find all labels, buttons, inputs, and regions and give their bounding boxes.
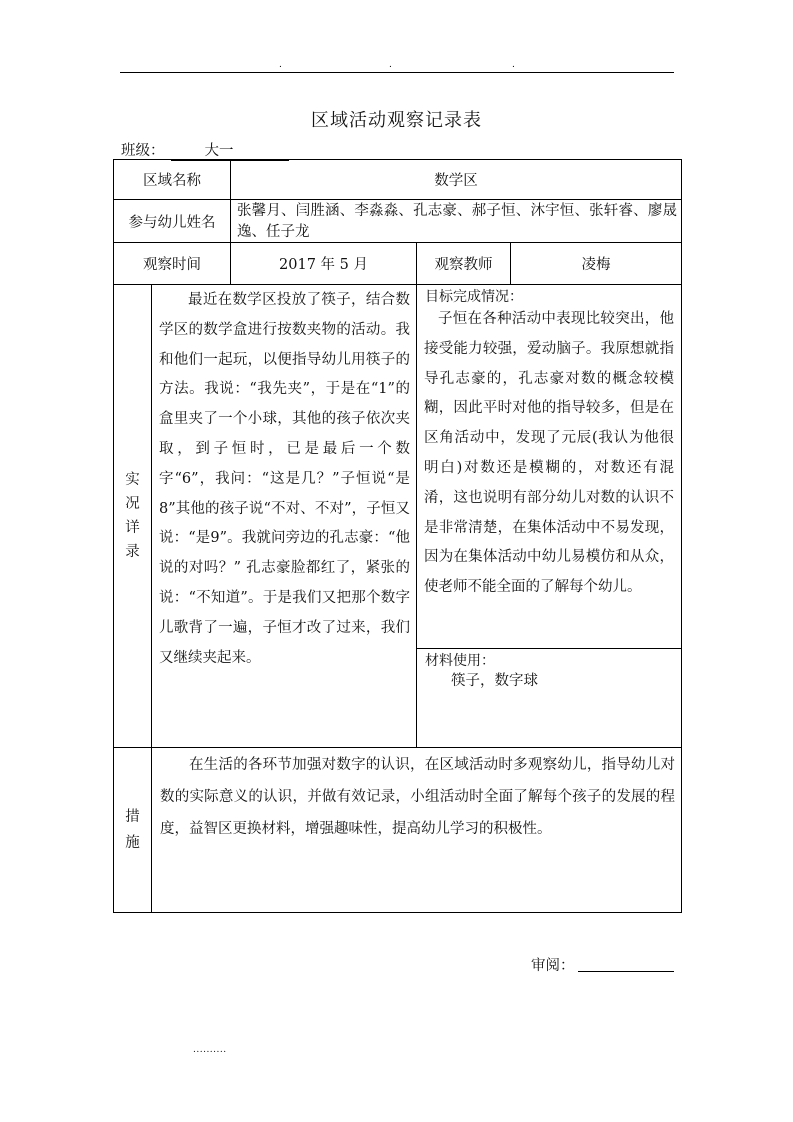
measure-text: 在生活的各环节加强对数字的认识，在区域活动时多观察幼儿，指导幼儿对数的实际意义的认识，并做有效记录，小组活动时全面了解每个孩子的发展的程度，益智区更换材料，增强趣味性，提高幼儿学习的积极性。 <box>160 757 675 837</box>
time-label: 观察时间 <box>143 257 201 273</box>
header-rule <box>120 72 674 73</box>
time-value: 2017 年 5 月 <box>279 257 368 273</box>
class-info <box>121 139 289 161</box>
table-border <box>681 159 682 913</box>
record-label <box>114 285 151 747</box>
teacher-label: 观察教师 <box>434 257 493 273</box>
table-border <box>416 242 417 748</box>
review-label: 审阅： <box>531 958 575 974</box>
measure-label <box>114 748 151 912</box>
header-dot: . <box>389 60 392 70</box>
record-label-char: 实 <box>125 472 140 488</box>
goal-text: 子恒在各种活动中表现比较突出，他接受能力较强，爱动脑子。我原想就指导孔志豪的，孔志豪对数的概念较模糊，因此平时对他的指导较多，但是在区角活动中，发现了元辰(我认为他很明白)对数还是模糊的，对数还有混淆，这也说明有部分幼儿对数的认识不是非常清楚，在集体活动中不易发现，因为在集体活动中幼儿易模仿和从众，使老师不能全面的了解每个幼儿。 <box>424 311 674 596</box>
record-label-char: 录 <box>125 544 140 560</box>
area-value: 数学区 <box>434 173 478 189</box>
table-border <box>113 747 682 748</box>
header-dot: . <box>512 60 515 70</box>
area-label: 区域名称 <box>143 173 201 189</box>
footer-dots: .......... <box>193 1045 227 1055</box>
measure-label-char: 施 <box>125 835 140 851</box>
document-title: 区域活动观察记录表 <box>311 110 482 131</box>
header-dot: . <box>279 60 282 70</box>
class-label: 班级： <box>121 143 165 159</box>
record-label-char: 详 <box>125 520 140 536</box>
children-value: 张馨月、闫胜涵、李淼淼、孔志豪、郝子恒、沐宇恒、张轩睿、廖晟逸、任子龙 <box>237 203 677 240</box>
table-border <box>416 648 682 649</box>
teacher-value: 凌梅 <box>581 257 611 273</box>
children-label: 参与幼儿姓名 <box>128 214 216 231</box>
record-text: 最近在数学区投放了筷子，结合数学区的数学盒进行按数夹物的活动。我和他们一起玩，以便指导幼儿用筷子的方法。我说：“我先夹”，于是在“1”的盒里夹了一个小球，其他的孩子依次夹取，到子恒时，已是最后一个数字“6”，我问：“这是几？”子恒说“是8”其他的孩子说“不对、不对”，子恒又说：“是9”。我就问旁边的孔志豪：“他说的对吗？” 孔志豪脸都红了，紧张的说：“不知道”。于是我们又把那个数字儿歌背了一遍，子恒才改了过来，我们又继续夹起来。 <box>159 292 410 666</box>
table-border <box>113 284 682 285</box>
material-label: 材料使用： <box>425 653 495 669</box>
record-label-char: 况 <box>125 496 140 512</box>
material-value: 筷子，数字球 <box>451 673 538 689</box>
goal-label: 目标完成情况： <box>425 289 523 305</box>
table-border <box>113 912 682 913</box>
measure-label-char: 措 <box>125 809 140 825</box>
table-border <box>151 284 152 913</box>
review-signature-line <box>578 971 674 972</box>
class-value: 大一 <box>171 143 289 161</box>
